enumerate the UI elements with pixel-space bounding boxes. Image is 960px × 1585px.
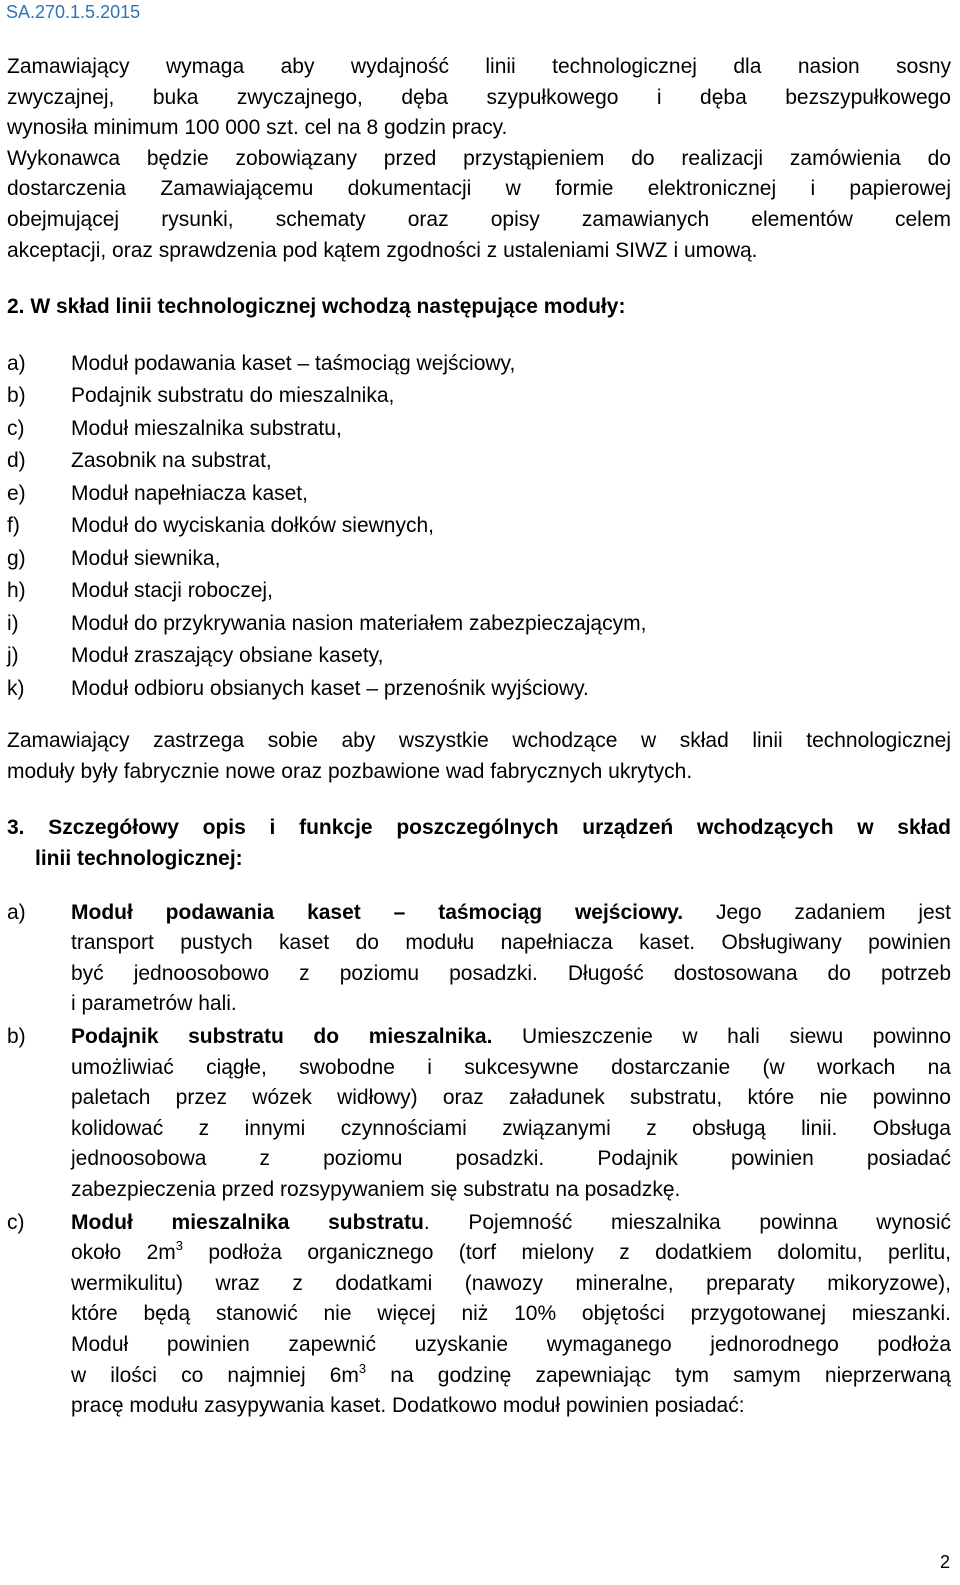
list-item: b) Podajnik substratu do mieszalnika, [7, 384, 395, 408]
list-item: c) Moduł mieszalnika substratu. Pojemność mieszalnika powinna wynosić około $2m^3$ podłoża organicznego (torf mielony z dodatkiem dolomitu, perlitu, wermikulitu) wraz z dodatkami (nawozy mineralne, preparaty mikoryzowe), które będą stanowić nie więcej niż 10% objętości przygotowanej mieszanki. Moduł powinien zapewnić uzyskanie wymaganego jednorodnego podłoża w ilości co najmniej $6m^3$ na godzinę zapewniając tym samym nieprzerwaną pracę modułu zasypywania kaset. Dodatkowo moduł powinien posiadać: [7, 1210, 952, 1418]
page-number: 2 [939, 1552, 950, 1572]
section-2-note [7, 726, 951, 787]
list-item: h) Moduł stacji roboczej, [7, 579, 273, 603]
document-body [7, 52, 951, 1424]
text-line: dostarczenia Zamawiającemu dokumentacji w formie elektronicznej i papierowej [7, 177, 951, 201]
text-line: akceptacji, oraz sprawdzenia pod kątem zgodności z ustaleniami SIWZ i umową. [7, 238, 758, 262]
list-item: b) Podajnik substratu do mieszalnika. Umieszczenie w hali siewu powinno umożliwiać ciągłe, swobodne i sukcesywne dostarczanie (w workach na paletach przez wózek widłowy) oraz załadunek substratu, które nie powinno kolidować z innymi czynnościami związanymi z obsługą linii. Obsługa jednoosobowa z poziomu posadzki. Podajnik powinien posiadać zabezpieczenia przed rozsypywaniem się substratu na posadzkę. [7, 1025, 951, 1201]
module-list [7, 348, 951, 706]
text-line: wynosiła minimum 100 000 szt. cel na 8 godzin pracy. [7, 116, 508, 140]
list-item: e) Moduł napełniacza kaset, [7, 481, 308, 505]
text-line: zwyczajnej, buka zwyczajnego, dęba szypułkowego i dęba bezszypułkowego [7, 85, 951, 109]
list-item: a) Moduł podawania kaset – taśmociąg wejściowy. Jego zadaniem jest transport pustych kaset do modułu napełniacza kaset. Obsługiwany powinien być jednoosobowo z poziomu posadzki. Długość dostosowana do potrzeb i parametrów hali. [7, 900, 951, 1016]
intro-paragraph-1 [7, 52, 951, 144]
text-line: moduły były fabrycznie nowe oraz pozbawione wad fabrycznych ukrytych. [7, 759, 693, 783]
list-item: f) Moduł do wyciskania dołków siewnych, [7, 514, 434, 538]
text-line: linii technologicznej: [35, 847, 243, 871]
module-details-list [7, 898, 951, 1422]
section-2-heading: 2. W skład linii technologicznej wchodzą następujące moduły: [7, 295, 626, 319]
list-item: a) Moduł podawania kaset – taśmociąg wejściowy, [7, 351, 516, 375]
document-reference: SA.270.1.5.2015 [6, 2, 141, 22]
list-item: c) Moduł mieszalnika substratu, [7, 416, 342, 440]
list-item: d) Zasobnik na substrat, [7, 449, 272, 473]
section-3-heading [7, 813, 951, 874]
list-item: g) Moduł siewnika, [7, 546, 221, 570]
text-line: Zamawiający wymaga aby wydajność linii technologicznej dla nasion sosny [7, 55, 951, 78]
text-line: Wykonawca będzie zobowiązany przed przystąpieniem do realizacji zamówienia do [7, 146, 951, 170]
list-item: j) Moduł zraszający obsiane kasety, [7, 644, 384, 668]
list-item: i) Moduł do przykrywania nasion materiałem zabezpieczającym, [7, 611, 647, 635]
text-line: 3. Szczegółowy opis i funkcje poszczególnych urządzeń wchodzących w skład [7, 816, 951, 840]
text-line: Zamawiający zastrzega sobie aby wszystkie wchodzące w skład linii technologicznej [7, 729, 951, 753]
text-line: obejmującej rysunki, schematy oraz opisy zamawianych elementów celem [7, 207, 951, 231]
intro-paragraph-2 [7, 144, 951, 266]
list-item: k) Moduł odbioru obsianych kaset – przenośnik wyjściowy. [7, 676, 589, 700]
